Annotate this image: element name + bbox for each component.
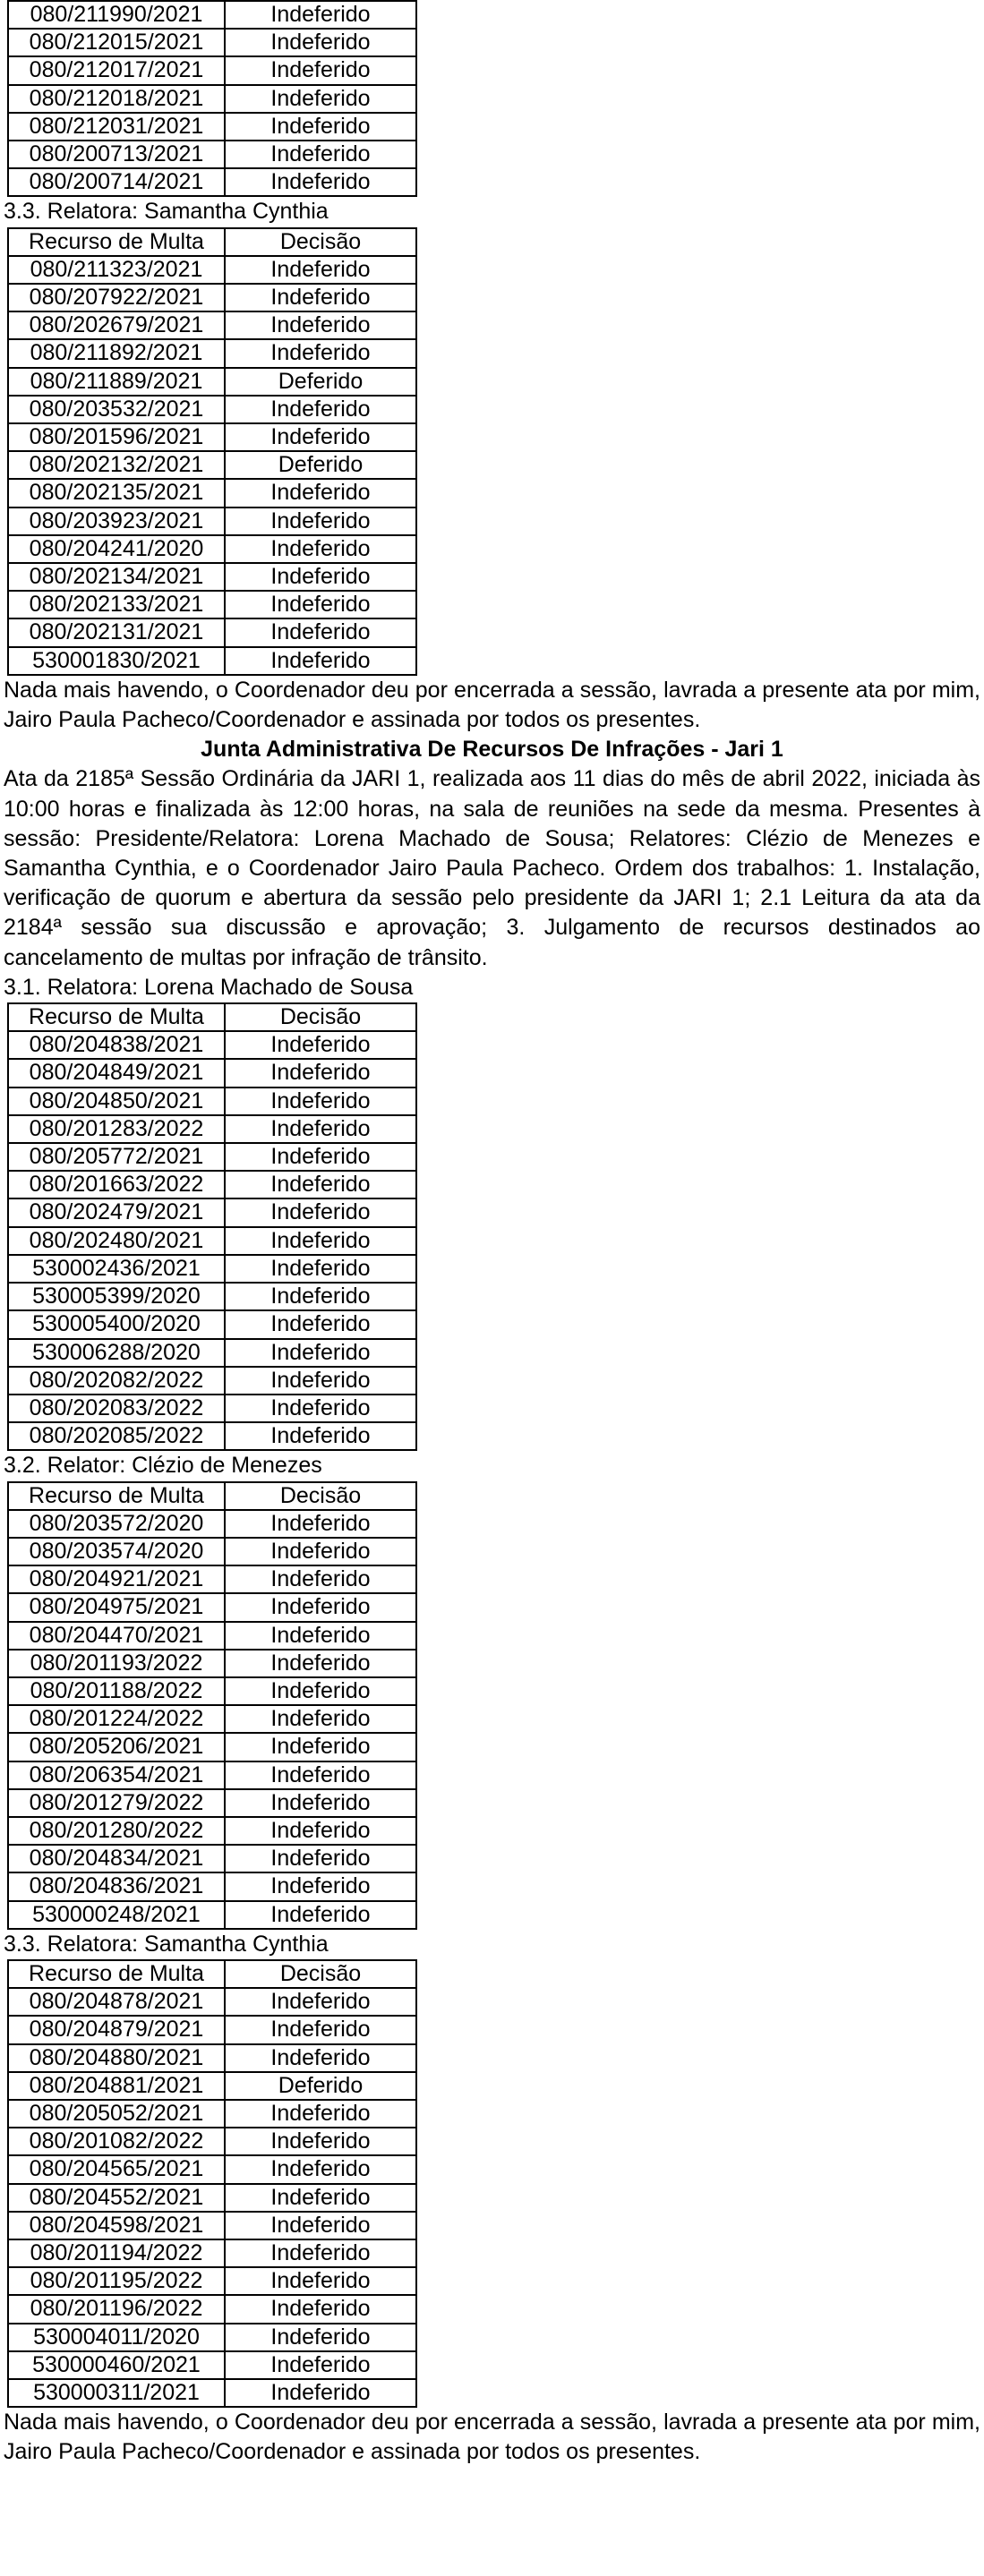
cell-recurso: 080/202679/2021 bbox=[8, 311, 225, 339]
table-row bbox=[8, 1593, 416, 1621]
table-row bbox=[8, 563, 416, 591]
decision-table bbox=[7, 1959, 417, 2408]
cell-decisao: Indeferido bbox=[225, 1677, 416, 1705]
cell-recurso: 080/212018/2021 bbox=[8, 85, 225, 113]
cell-recurso: 080/203532/2021 bbox=[8, 396, 225, 423]
table-header-row bbox=[8, 1482, 416, 1510]
cell-recurso: 080/202480/2021 bbox=[8, 1227, 225, 1255]
cell-decisao: Indeferido bbox=[225, 618, 416, 646]
table-row bbox=[8, 1283, 416, 1310]
cell-decisao: Indeferido bbox=[225, 1817, 416, 1845]
cell-recurso: 080/204552/2021 bbox=[8, 2184, 225, 2212]
table-row bbox=[8, 535, 416, 563]
table-row bbox=[8, 1255, 416, 1283]
cell-recurso: 080/201196/2022 bbox=[8, 2295, 225, 2323]
cell-recurso: 080/201596/2021 bbox=[8, 423, 225, 451]
cell-decisao: Indeferido bbox=[225, 2128, 416, 2155]
cell-recurso: 080/202131/2021 bbox=[8, 618, 225, 646]
table-row bbox=[8, 1395, 416, 1422]
table-row bbox=[8, 591, 416, 618]
cell-recurso: 080/202479/2021 bbox=[8, 1198, 225, 1226]
table-row bbox=[8, 1059, 416, 1087]
table-header-row bbox=[8, 1003, 416, 1031]
cell-recurso: 080/201194/2022 bbox=[8, 2239, 225, 2267]
table-row bbox=[8, 1761, 416, 1789]
cell-recurso: 080/204879/2021 bbox=[8, 2016, 225, 2043]
table-row bbox=[8, 113, 416, 141]
table-row bbox=[8, 56, 416, 84]
cell-decisao: Indeferido bbox=[225, 1, 416, 29]
header-decisao: Decisão bbox=[225, 228, 416, 256]
table-row bbox=[8, 368, 416, 396]
cell-decisao: Indeferido bbox=[225, 1310, 416, 1338]
cell-recurso: 080/201280/2022 bbox=[8, 1817, 225, 1845]
relator-heading: 3.1. Relatora: Lorena Machado de Sousa bbox=[4, 974, 414, 1000]
cell-decisao: Indeferido bbox=[225, 647, 416, 675]
cell-decisao: Indeferido bbox=[225, 1255, 416, 1283]
table-row bbox=[8, 85, 416, 113]
cell-recurso: 080/204849/2021 bbox=[8, 1059, 225, 1087]
cell-decisao: Indeferido bbox=[225, 1115, 416, 1143]
cell-decisao: Indeferido bbox=[225, 1283, 416, 1310]
header-decisao: Decisão bbox=[225, 1960, 416, 1988]
cell-decisao: Indeferido bbox=[225, 2100, 416, 2128]
table-row bbox=[8, 2267, 416, 2295]
table-row bbox=[8, 1538, 416, 1565]
cell-recurso: 080/212017/2021 bbox=[8, 56, 225, 84]
cell-recurso: 080/211889/2021 bbox=[8, 368, 225, 396]
header-recurso: Recurso de Multa bbox=[8, 1482, 225, 1510]
cell-decisao: Indeferido bbox=[225, 1367, 416, 1395]
table-row bbox=[8, 1143, 416, 1171]
cell-recurso: 080/200713/2021 bbox=[8, 141, 225, 168]
header-decisao: Decisão bbox=[225, 1003, 416, 1031]
decision-table bbox=[7, 1002, 417, 1451]
cell-decisao: Indeferido bbox=[225, 2295, 416, 2323]
cell-recurso: 530000311/2021 bbox=[8, 2379, 225, 2407]
cell-decisao: Indeferido bbox=[225, 1650, 416, 1677]
table-row bbox=[8, 2295, 416, 2323]
cell-recurso: 080/204838/2021 bbox=[8, 1031, 225, 1059]
cell-recurso: 080/212015/2021 bbox=[8, 29, 225, 56]
table-row bbox=[8, 647, 416, 675]
cell-decisao: Indeferido bbox=[225, 1593, 416, 1621]
cell-recurso: 080/202135/2021 bbox=[8, 479, 225, 507]
cell-recurso: 530005399/2020 bbox=[8, 1283, 225, 1310]
table-row bbox=[8, 2016, 416, 2043]
cell-decisao: Indeferido bbox=[225, 339, 416, 367]
table-row bbox=[8, 2155, 416, 2183]
table-row bbox=[8, 141, 416, 168]
cell-decisao: Indeferido bbox=[225, 2379, 416, 2407]
table-row bbox=[8, 2100, 416, 2128]
table-row bbox=[8, 2072, 416, 2100]
table-row bbox=[8, 508, 416, 535]
cell-recurso: 080/201188/2022 bbox=[8, 1677, 225, 1705]
relator-heading: 3.3. Relatora: Samantha Cynthia bbox=[4, 1931, 329, 1957]
cell-decisao: Indeferido bbox=[225, 1901, 416, 1929]
cell-recurso: 080/204975/2021 bbox=[8, 1593, 225, 1621]
cell-recurso: 080/211990/2021 bbox=[8, 1, 225, 29]
cell-decisao: Indeferido bbox=[225, 1395, 416, 1422]
cell-decisao: Indeferido bbox=[225, 29, 416, 56]
table-row bbox=[8, 1510, 416, 1538]
cell-decisao: Deferido bbox=[225, 368, 416, 396]
paragraph: Nada mais havendo, o Coordenador deu por encerrada a sessão, lavrada a presente ata por mim, Jairo Paula Pacheco/Coordenador e assinada por todos os presentes. bbox=[4, 2410, 980, 2465]
cell-recurso: 080/201663/2022 bbox=[8, 1171, 225, 1198]
table-row bbox=[8, 479, 416, 507]
table-row bbox=[8, 1198, 416, 1226]
table-row bbox=[8, 1339, 416, 1367]
cell-decisao: Indeferido bbox=[225, 1988, 416, 2016]
table-row bbox=[8, 256, 416, 284]
cell-recurso: 080/202134/2021 bbox=[8, 563, 225, 591]
table-row bbox=[8, 284, 416, 311]
cell-recurso: 080/201082/2022 bbox=[8, 2128, 225, 2155]
cell-recurso: 080/202083/2022 bbox=[8, 1395, 225, 1422]
table-header-row bbox=[8, 228, 416, 256]
cell-decisao: Indeferido bbox=[225, 2351, 416, 2379]
cell-recurso: 080/204850/2021 bbox=[8, 1088, 225, 1115]
cell-decisao: Indeferido bbox=[225, 1872, 416, 1900]
cell-recurso: 080/206354/2021 bbox=[8, 1761, 225, 1789]
cell-decisao: Indeferido bbox=[225, 2044, 416, 2072]
cell-decisao: Indeferido bbox=[225, 1143, 416, 1171]
decision-table bbox=[7, 227, 417, 676]
cell-recurso: 080/201193/2022 bbox=[8, 1650, 225, 1677]
table-row bbox=[8, 1901, 416, 1929]
cell-recurso: 530004011/2020 bbox=[8, 2324, 225, 2351]
table-row bbox=[8, 1705, 416, 1733]
header-decisao: Decisão bbox=[225, 1482, 416, 1510]
cell-recurso: 080/203923/2021 bbox=[8, 508, 225, 535]
cell-recurso: 530001830/2021 bbox=[8, 647, 225, 675]
cell-decisao: Indeferido bbox=[225, 1198, 416, 1226]
cell-decisao: Indeferido bbox=[225, 1422, 416, 1450]
cell-decisao: Indeferido bbox=[225, 1171, 416, 1198]
cell-recurso: 080/203574/2020 bbox=[8, 1538, 225, 1565]
table-row bbox=[8, 29, 416, 56]
relator-heading: 3.3. Relatora: Samantha Cynthia bbox=[4, 199, 329, 225]
table-row bbox=[8, 1817, 416, 1845]
table-row bbox=[8, 1031, 416, 1059]
table-row bbox=[8, 423, 416, 451]
cell-recurso: 080/201224/2022 bbox=[8, 1705, 225, 1733]
cell-decisao: Indeferido bbox=[225, 1510, 416, 1538]
cell-recurso: 080/204880/2021 bbox=[8, 2044, 225, 2072]
cell-decisao: Indeferido bbox=[225, 1538, 416, 1565]
cell-decisao: Indeferido bbox=[225, 284, 416, 311]
cell-recurso: 080/204836/2021 bbox=[8, 1872, 225, 1900]
cell-recurso: 080/202133/2021 bbox=[8, 591, 225, 618]
table-row bbox=[8, 2379, 416, 2407]
decision-table bbox=[7, 1481, 417, 1930]
table-row bbox=[8, 1088, 416, 1115]
cell-decisao: Indeferido bbox=[225, 1565, 416, 1593]
cell-recurso: 080/205772/2021 bbox=[8, 1143, 225, 1171]
cell-decisao: Indeferido bbox=[225, 1622, 416, 1650]
table-row bbox=[8, 451, 416, 479]
cell-recurso: 080/204598/2021 bbox=[8, 2212, 225, 2239]
cell-recurso: 530002436/2021 bbox=[8, 1255, 225, 1283]
header-recurso: Recurso de Multa bbox=[8, 228, 225, 256]
table-row bbox=[8, 2239, 416, 2267]
cell-recurso: 080/207922/2021 bbox=[8, 284, 225, 311]
table-row bbox=[8, 1650, 416, 1677]
table-row bbox=[8, 2044, 416, 2072]
table-row bbox=[8, 168, 416, 196]
cell-decisao: Indeferido bbox=[225, 113, 416, 141]
cell-recurso: 080/205052/2021 bbox=[8, 2100, 225, 2128]
cell-recurso: 080/201195/2022 bbox=[8, 2267, 225, 2295]
cell-decisao: Indeferido bbox=[225, 1227, 416, 1255]
cell-recurso: 080/201283/2022 bbox=[8, 1115, 225, 1143]
table-row bbox=[8, 1677, 416, 1705]
cell-decisao: Indeferido bbox=[225, 2267, 416, 2295]
cell-decisao: Indeferido bbox=[225, 141, 416, 168]
table-row bbox=[8, 618, 416, 646]
cell-decisao: Indeferido bbox=[225, 1733, 416, 1761]
header-recurso: Recurso de Multa bbox=[8, 1003, 225, 1031]
table-row bbox=[8, 2128, 416, 2155]
cell-decisao: Indeferido bbox=[225, 168, 416, 196]
cell-decisao: Indeferido bbox=[225, 1705, 416, 1733]
cell-decisao: Indeferido bbox=[225, 1845, 416, 1872]
cell-recurso: 530000248/2021 bbox=[8, 1901, 225, 1929]
cell-decisao: Indeferido bbox=[225, 535, 416, 563]
table-row bbox=[8, 1367, 416, 1395]
table-row bbox=[8, 1872, 416, 1900]
cell-decisao: Indeferido bbox=[225, 1789, 416, 1817]
table-row bbox=[8, 1733, 416, 1761]
cell-decisao: Deferido bbox=[225, 2072, 416, 2100]
cell-decisao: Indeferido bbox=[225, 2184, 416, 2212]
section-title: Junta Administrativa De Recursos De Infrações - Jari 1 bbox=[201, 737, 783, 763]
table-row bbox=[8, 1622, 416, 1650]
cell-recurso: 080/204881/2021 bbox=[8, 2072, 225, 2100]
cell-recurso: 080/211892/2021 bbox=[8, 339, 225, 367]
table-row bbox=[8, 1115, 416, 1143]
cell-decisao: Indeferido bbox=[225, 56, 416, 84]
cell-decisao: Indeferido bbox=[225, 2212, 416, 2239]
decision-table bbox=[7, 0, 417, 197]
table-header-row bbox=[8, 1960, 416, 1988]
cell-recurso: 080/204878/2021 bbox=[8, 1988, 225, 2016]
cell-recurso: 530000460/2021 bbox=[8, 2351, 225, 2379]
cell-recurso: 080/202132/2021 bbox=[8, 451, 225, 479]
table-row bbox=[8, 2324, 416, 2351]
cell-decisao: Indeferido bbox=[225, 85, 416, 113]
cell-recurso: 080/203572/2020 bbox=[8, 1510, 225, 1538]
cell-decisao: Indeferido bbox=[225, 2155, 416, 2183]
table-row bbox=[8, 1227, 416, 1255]
cell-decisao: Indeferido bbox=[225, 1031, 416, 1059]
table-row bbox=[8, 1171, 416, 1198]
cell-decisao: Indeferido bbox=[225, 256, 416, 284]
cell-recurso: 080/204565/2021 bbox=[8, 2155, 225, 2183]
cell-decisao: Indeferido bbox=[225, 1059, 416, 1087]
cell-decisao: Indeferido bbox=[225, 2239, 416, 2267]
table-row bbox=[8, 311, 416, 339]
cell-decisao: Indeferido bbox=[225, 479, 416, 507]
paragraph: Nada mais havendo, o Coordenador deu por encerrada a sessão, lavrada a presente ata por mim, Jairo Paula Pacheco/Coordenador e assinada por todos os presentes. bbox=[4, 677, 980, 733]
paragraph: Ata da 2185ª Sessão Ordinária da JARI 1, realizada aos 11 dias do mês de abril 2022, iniciada às 10:00 horas e finalizada às 12:00 horas, na sala de reuniões na sede da mesma. Presentes à sessão: Presidente/Relatora: Lorena Machado de Sousa; Relatores: Clézio de Menezes e Samantha Cynthia, e o Coordenador Jairo Paula Pacheco. Ordem dos trabalhos: 1. Instalação, verificação de quorum e abertura da sessão pelo presidente da JARI 1; 2.1 Leitura da ata da 2184ª sessão sua discussão e aprovação; 3. Julgamento de recursos destinados ao cancelamento de multas por infração de trânsito. bbox=[4, 766, 980, 970]
header-recurso: Recurso de Multa bbox=[8, 1960, 225, 1988]
table-row bbox=[8, 1565, 416, 1593]
cell-decisao: Indeferido bbox=[225, 2016, 416, 2043]
cell-decisao: Indeferido bbox=[225, 1339, 416, 1367]
cell-recurso: 080/204470/2021 bbox=[8, 1622, 225, 1650]
cell-decisao: Indeferido bbox=[225, 396, 416, 423]
cell-recurso: 080/202085/2022 bbox=[8, 1422, 225, 1450]
cell-recurso: 080/201279/2022 bbox=[8, 1789, 225, 1817]
cell-decisao: Indeferido bbox=[225, 508, 416, 535]
table-row bbox=[8, 1789, 416, 1817]
cell-recurso: 080/204834/2021 bbox=[8, 1845, 225, 1872]
cell-recurso: 080/204241/2020 bbox=[8, 535, 225, 563]
table-row bbox=[8, 396, 416, 423]
cell-decisao: Indeferido bbox=[225, 591, 416, 618]
table-row bbox=[8, 339, 416, 367]
table-row bbox=[8, 2212, 416, 2239]
table-row bbox=[8, 2184, 416, 2212]
cell-recurso: 080/211323/2021 bbox=[8, 256, 225, 284]
cell-recurso: 080/200714/2021 bbox=[8, 168, 225, 196]
table-row bbox=[8, 1845, 416, 1872]
cell-decisao: Indeferido bbox=[225, 563, 416, 591]
cell-recurso: 530006288/2020 bbox=[8, 1339, 225, 1367]
cell-decisao: Deferido bbox=[225, 451, 416, 479]
cell-decisao: Indeferido bbox=[225, 311, 416, 339]
relator-heading: 3.2. Relator: Clézio de Menezes bbox=[4, 1453, 322, 1479]
cell-decisao: Indeferido bbox=[225, 423, 416, 451]
cell-recurso: 080/202082/2022 bbox=[8, 1367, 225, 1395]
table-row bbox=[8, 1988, 416, 2016]
table-row bbox=[8, 1, 416, 29]
table-row bbox=[8, 1310, 416, 1338]
cell-decisao: Indeferido bbox=[225, 1088, 416, 1115]
table-row bbox=[8, 2351, 416, 2379]
table-row bbox=[8, 1422, 416, 1450]
cell-recurso: 080/204921/2021 bbox=[8, 1565, 225, 1593]
cell-recurso: 530005400/2020 bbox=[8, 1310, 225, 1338]
cell-recurso: 080/212031/2021 bbox=[8, 113, 225, 141]
cell-decisao: Indeferido bbox=[225, 2324, 416, 2351]
cell-recurso: 080/205206/2021 bbox=[8, 1733, 225, 1761]
cell-decisao: Indeferido bbox=[225, 1761, 416, 1789]
